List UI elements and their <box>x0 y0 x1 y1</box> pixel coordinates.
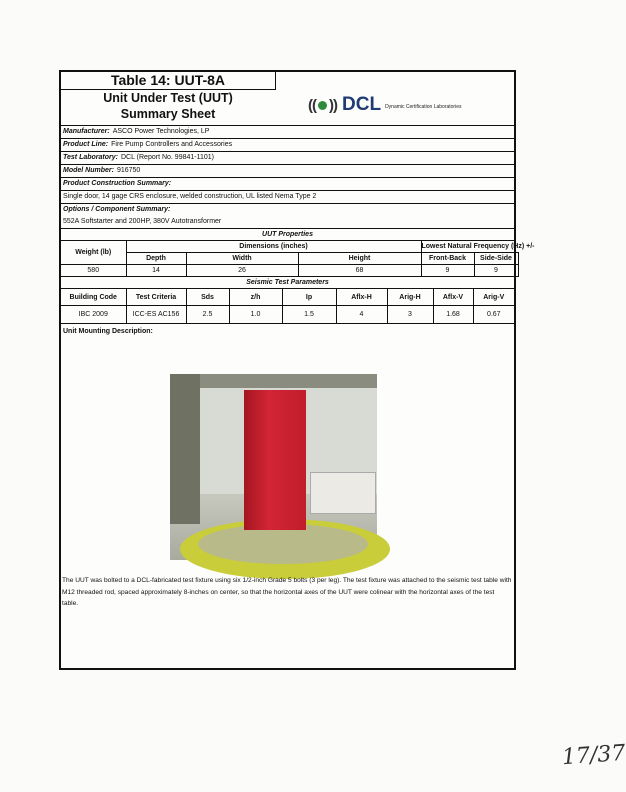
mounting-label: Unit Mounting Description: <box>63 328 153 335</box>
height-value: 68 <box>298 265 421 277</box>
manufacturer-row <box>61 126 514 139</box>
sds-header: Sds <box>186 289 229 306</box>
frequency-header: Lowest Natural Frequency (Hz) +/- <box>421 241 518 253</box>
construction-label-row <box>61 178 514 191</box>
width-value: 26 <box>186 265 298 277</box>
construction-row <box>61 191 514 204</box>
ip-value: 1.5 <box>282 306 336 324</box>
model-row <box>61 165 514 178</box>
signal-waves-icon: (( )) <box>308 96 337 114</box>
side-side-header: Side-Side <box>474 253 518 265</box>
weight-value: 580 <box>61 265 126 277</box>
test-lab-value: DCL (Report No. 99841-1101) <box>120 154 214 161</box>
sds-value: 2.5 <box>186 306 229 324</box>
handwritten-page-note: 17/37 <box>561 740 626 771</box>
height-header: Height <box>298 253 421 265</box>
model-label: Model Number: <box>63 167 114 174</box>
manufacturer-value: ASCO Power Technologies, LP <box>112 128 210 135</box>
product-line-label: Product Line: <box>63 141 109 148</box>
weight-header: Weight (lb) <box>61 241 126 265</box>
depth-header: Depth <box>126 253 186 265</box>
aflx-v-value: 1.68 <box>433 306 473 324</box>
building-code-header: Building Code <box>61 289 126 306</box>
options-row <box>61 204 514 229</box>
sheet-subtitle <box>61 90 275 122</box>
product-line-row <box>61 139 514 152</box>
subtitle-line1: Unit Under Test (UUT) <box>103 91 233 105</box>
building-code-value: IBC 2009 <box>61 306 126 324</box>
aflx-h-header: Aflx-H <box>336 289 387 306</box>
subtitle-line2: Summary Sheet <box>120 107 216 121</box>
dcl-logo <box>308 94 461 116</box>
model-value: 916750 <box>116 167 141 174</box>
header <box>61 72 514 126</box>
seismic-title: Seismic Test Parameters <box>61 277 514 289</box>
uut-photo <box>170 374 377 560</box>
uut-properties-title: UUT Properties <box>61 229 514 241</box>
seismic-table <box>61 289 514 324</box>
summary-sheet <box>59 70 535 670</box>
mounting-description: The UUT was bolted to a DCL-fabricated test fixture using six 1/2-inch Grade 5 bolts (3 per leg). The test fixture was attached to the seismic test table with M12 threaded rod, spaced approximately 8-inches on center, so that the horizontal axes of the UUT were colinear with the horizontal axes of the test table. <box>62 577 512 607</box>
test-lab-label: Test Laboratory: <box>63 154 118 161</box>
arig-h-header: Arig-H <box>387 289 433 306</box>
uut-properties-table <box>61 241 535 277</box>
width-header: Width <box>186 253 298 265</box>
zh-header: z/h <box>229 289 282 306</box>
logo-text: DCL <box>342 94 382 115</box>
construction-value: Single door, 14 gage CRS enclosure, welded construction, UL listed Nema Type 2 <box>63 193 317 200</box>
depth-value: 14 <box>126 265 186 277</box>
manufacturer-label: Manufacturer: <box>63 128 110 135</box>
side-side-value: 9 <box>474 265 518 277</box>
construction-label: Product Construction Summary: <box>63 180 172 187</box>
front-back-value: 9 <box>421 265 474 277</box>
front-back-header: Front-Back <box>421 253 474 265</box>
arig-v-value: 0.67 <box>473 306 514 324</box>
aflx-h-value: 4 <box>336 306 387 324</box>
table-title: Table 14: UUT-8A <box>61 72 276 90</box>
options-value: 552A Softstarter and 200HP, 380V Autotransformer <box>63 218 222 225</box>
test-criteria-value: ICC-ES AC156 <box>126 306 186 324</box>
test-criteria-header: Test Criteria <box>126 289 186 306</box>
ip-header: Ip <box>282 289 336 306</box>
product-line-value: Fire Pump Controllers and Accessories <box>111 141 233 148</box>
arig-v-header: Arig-V <box>473 289 514 306</box>
options-label: Options / Component Summary: <box>63 206 171 213</box>
logo-subtext: Dynamic Certification Laboratories <box>385 104 462 110</box>
zh-value: 1.0 <box>229 306 282 324</box>
aflx-v-header: Aflx-V <box>433 289 473 306</box>
dimensions-header: Dimensions (inches) <box>126 241 421 253</box>
arig-h-value: 3 <box>387 306 433 324</box>
test-lab-row <box>61 152 514 165</box>
